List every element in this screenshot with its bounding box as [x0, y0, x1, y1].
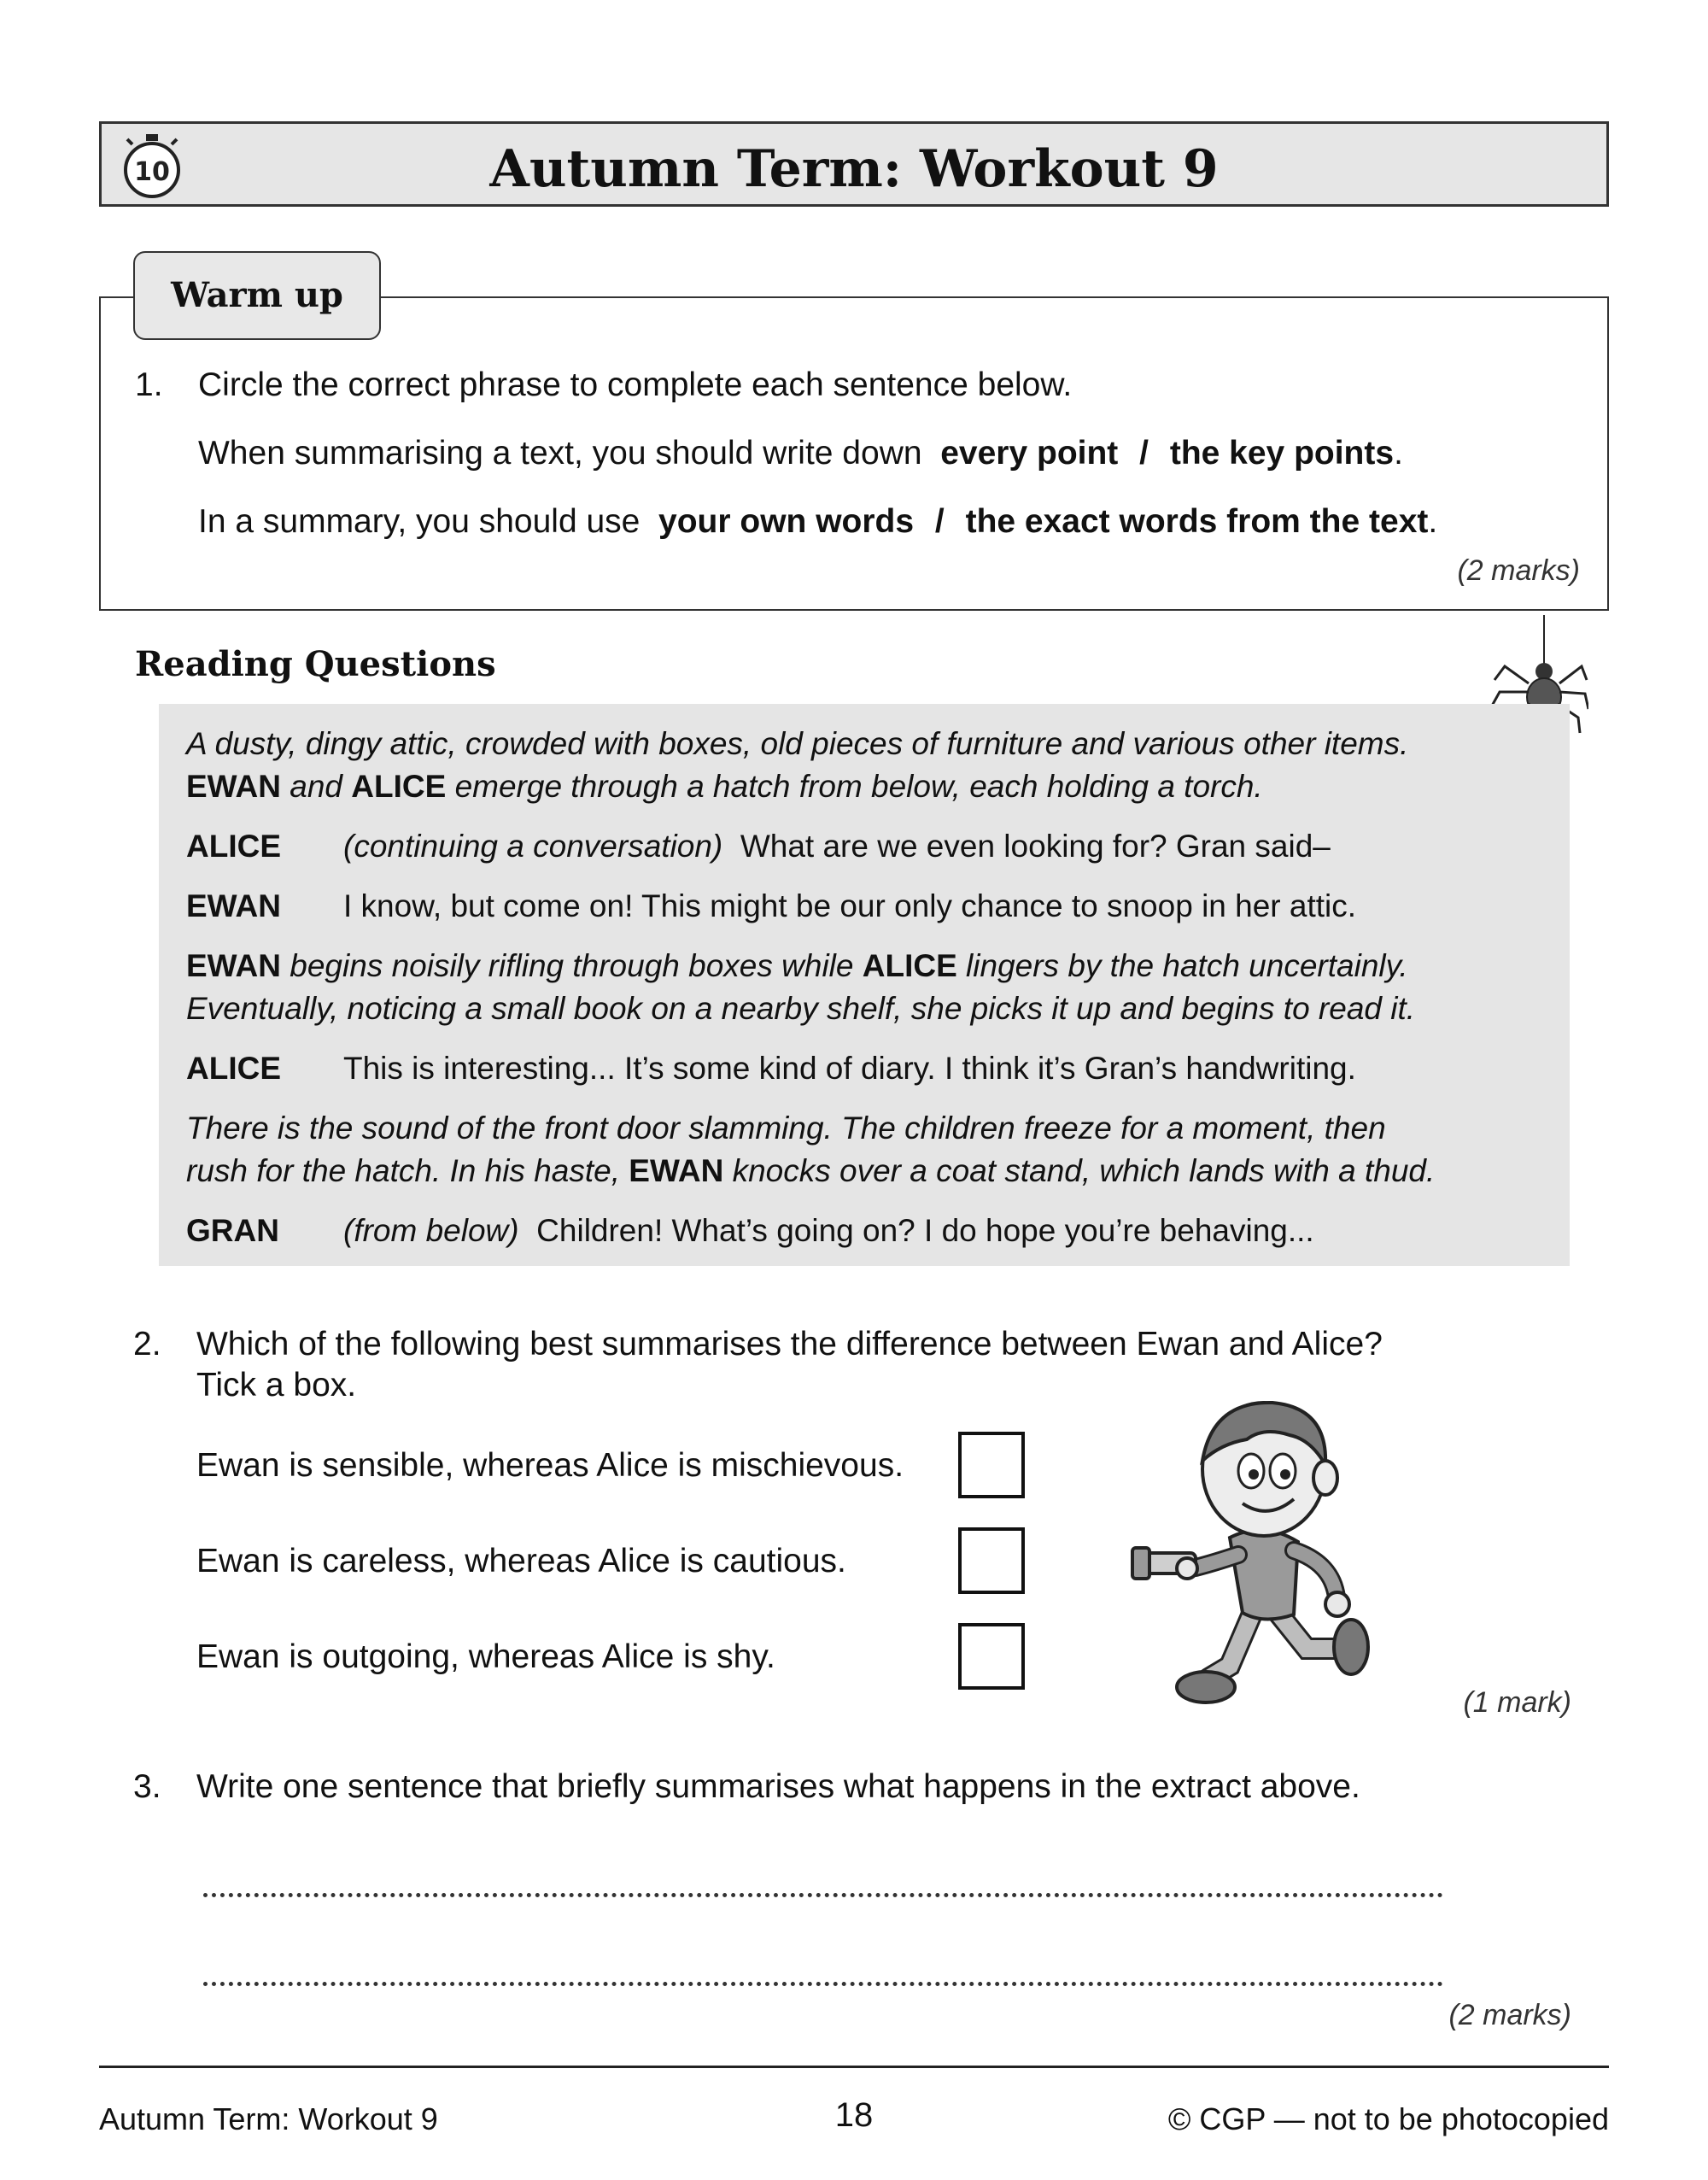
option-own-words[interactable]: your own words — [658, 503, 915, 540]
q2-option-2-label: Ewan is careless, whereas Alice is cautious. — [196, 1543, 846, 1579]
option-every-point[interactable]: every point — [940, 435, 1119, 472]
dialogue-line-2 — [159, 888, 1570, 931]
q1-sentence-2 — [198, 503, 1437, 541]
dialogue-line-3 — [159, 1051, 1570, 1093]
stage-aside: (continuing a conversation) — [343, 829, 723, 864]
q2-option-1-checkbox[interactable] — [958, 1432, 1025, 1498]
boy-with-torch-illustration — [1127, 1392, 1383, 1717]
q2-option-3-label: Ewan is outgoing, whereas Alice is shy. — [196, 1638, 775, 1675]
warmup-box — [99, 296, 1609, 611]
stage-direction-3-line-1: There is the sound of the front door slamming. The children freeze for a moment, then — [186, 1111, 1386, 1146]
character-name: ALICE — [351, 769, 447, 804]
speech-text — [343, 829, 1331, 864]
timer-minutes: 10 — [134, 157, 170, 187]
reading-heading: Reading Questions — [135, 644, 496, 684]
q1-marks: (2 marks) — [1457, 554, 1580, 587]
q2-number: 2. — [133, 1326, 161, 1362]
q2-text-line-1: Which of the following best summarises the difference between Ewan and Alice? — [196, 1326, 1383, 1362]
page-title: Autumn Term: Workout 9 — [489, 139, 1219, 199]
stage-direction-2-line-2: Eventually, noticing a small book on a nearby shelf, she picks it up and begins to read it. — [186, 991, 1416, 1026]
option-key-points[interactable]: the key points — [1169, 435, 1395, 472]
q1-text: Circle the correct phrase to complete each sentence below. — [198, 366, 1073, 403]
page-number: 18 — [834, 2096, 874, 2134]
speech-text: I know, but come on! This might be our only chance to snoop in her attic. — [343, 888, 1357, 923]
option-separator: / — [1139, 435, 1149, 472]
stage-aside: (from below) — [343, 1213, 519, 1248]
stage-text: begins noisily rifling through boxes while — [281, 948, 863, 983]
speech: What are we even looking for? Gran said– — [740, 829, 1331, 864]
speaker-gran: GRAN — [186, 1213, 279, 1248]
speech-text: This is interesting... It’s some kind of diary. I think it’s Gran’s handwriting. — [343, 1051, 1356, 1086]
stage-text: lingers by the hatch uncertainly. — [956, 948, 1408, 983]
character-name: EWAN — [186, 948, 281, 983]
q2-option-3-checkbox[interactable] — [958, 1623, 1025, 1690]
copyright-notice: © CGP — not to be photocopied — [1167, 2101, 1609, 2136]
option-exact-words[interactable]: the exact words from the text — [965, 503, 1429, 540]
speech-text — [343, 1213, 1314, 1249]
speech: Children! What’s going on? I do hope you’re behaving... — [536, 1213, 1314, 1248]
q2-marks: (1 mark) — [1463, 1686, 1571, 1719]
stage-direction-3-line-2 — [186, 1153, 1435, 1189]
footer-title: Autumn Term: Workout 9 — [99, 2101, 438, 2136]
sentence-1-end: . — [1394, 435, 1403, 472]
q2-text-line-2: Tick a box. — [196, 1367, 357, 1404]
character-name: EWAN — [629, 1153, 724, 1188]
answer-line-1[interactable] — [203, 1890, 1443, 1897]
stage-text: and — [281, 769, 352, 804]
speaker-alice: ALICE — [186, 829, 281, 864]
sentence-2-end: . — [1428, 503, 1438, 540]
dialogue-line-4 — [159, 1213, 1570, 1256]
q3-text: Write one sentence that briefly summarises what happens in the extract above. — [196, 1768, 1360, 1805]
q1-sentence-1 — [198, 435, 1403, 472]
q1-number: 1. — [135, 366, 163, 403]
option-separator: / — [934, 503, 945, 540]
sentence-1-prefix: When summarising a text, you should write down — [198, 435, 922, 472]
q2-option-2-checkbox[interactable] — [958, 1527, 1025, 1594]
character-name: EWAN — [186, 769, 281, 804]
warmup-tab: Warm up — [133, 251, 381, 340]
sentence-2-prefix: In a summary, you should use — [198, 503, 640, 540]
q2-option-1-label: Ewan is sensible, whereas Alice is mischievous. — [196, 1447, 904, 1484]
speaker-ewan: EWAN — [186, 888, 281, 923]
speaker-alice: ALICE — [186, 1051, 281, 1086]
stage-text: rush for the hatch. In his haste, — [186, 1153, 629, 1188]
footer-divider — [99, 2066, 1609, 2068]
q3-number: 3. — [133, 1768, 161, 1805]
stage-text: knocks over a coat stand, which lands with a thud. — [723, 1153, 1436, 1188]
dialogue-line-1 — [159, 829, 1570, 871]
script-extract — [159, 704, 1570, 1266]
answer-line-2[interactable] — [203, 1978, 1443, 1986]
title-bar — [99, 121, 1609, 207]
q3-marks: (2 marks) — [1448, 1999, 1571, 2031]
character-name: ALICE — [862, 948, 957, 983]
stage-direction-2-line-1 — [186, 948, 1408, 984]
stage-direction-1-line-2 — [186, 769, 1263, 805]
stage-direction-1-line-1: A dusty, dingy attic, crowded with boxes, old pieces of furniture and various other items. — [186, 726, 1409, 761]
stage-text: emerge through a hatch from below, each holding a torch. — [446, 769, 1263, 804]
